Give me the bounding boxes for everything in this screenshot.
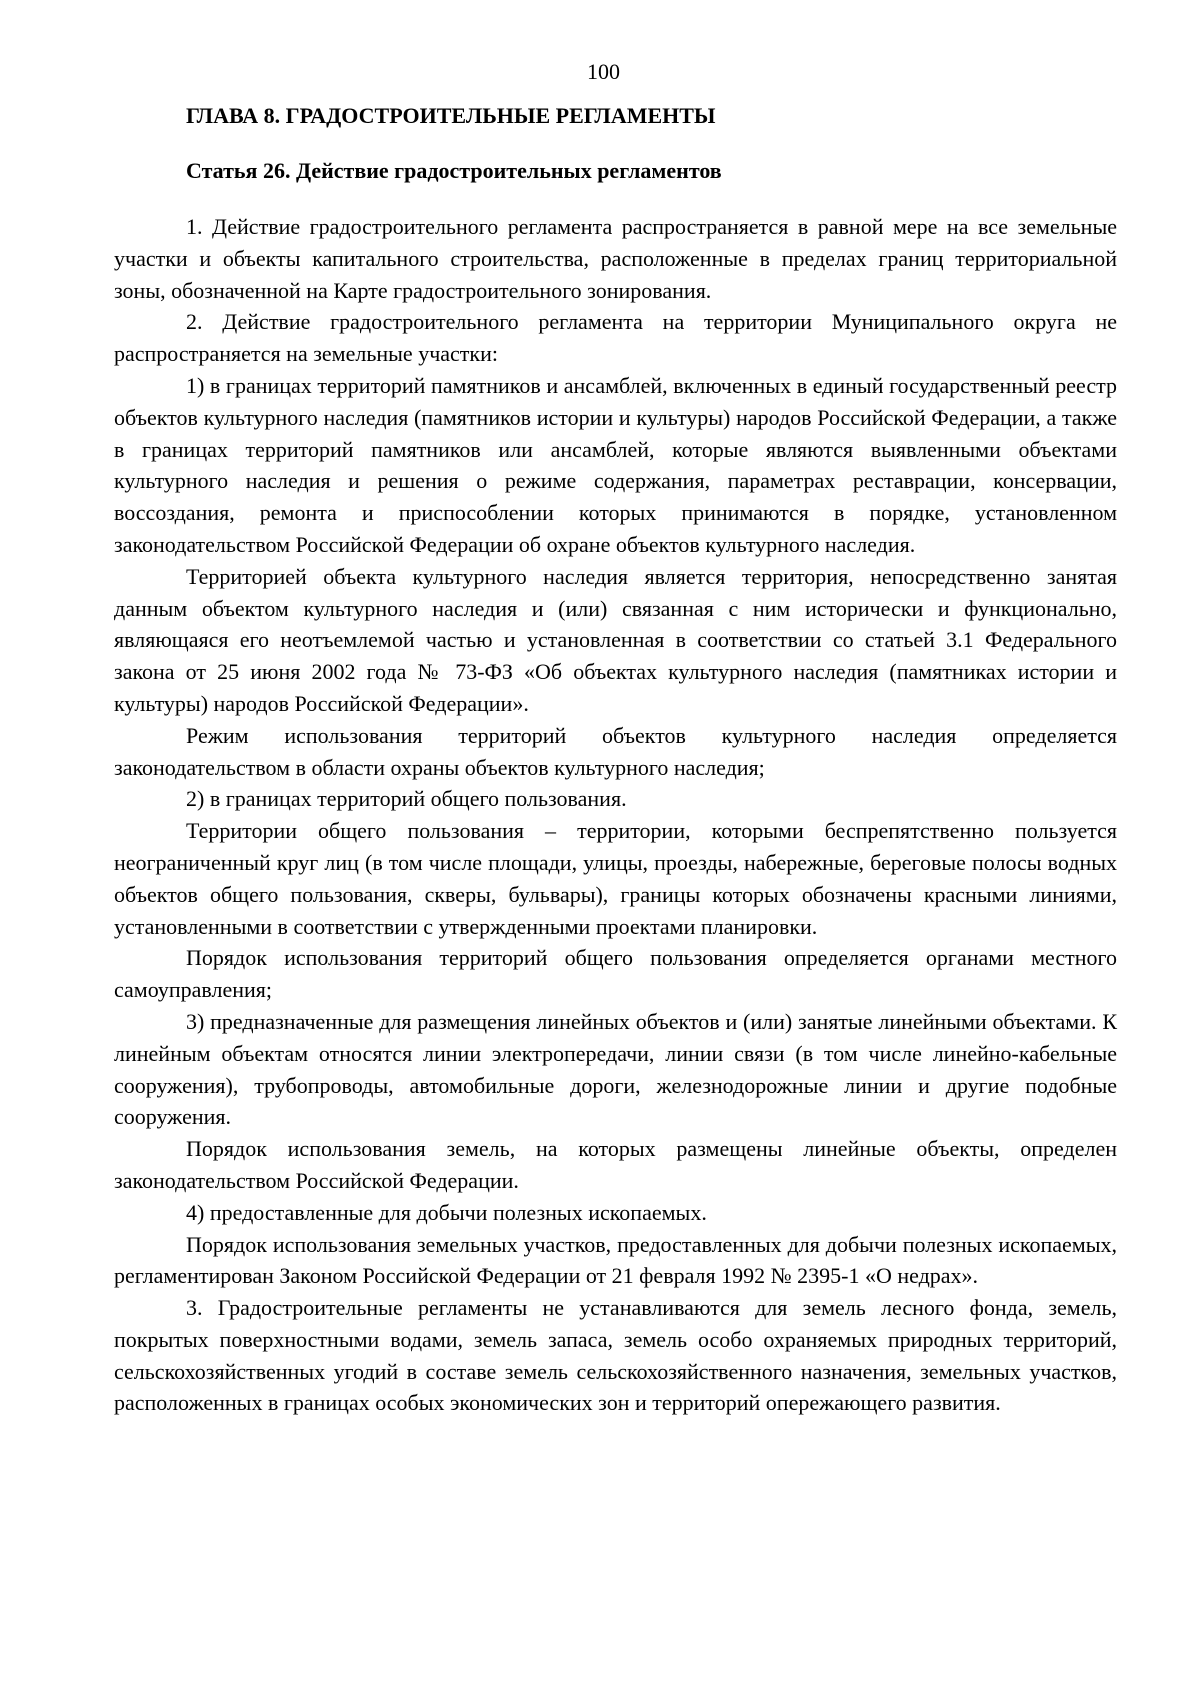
- page-number: 100: [587, 59, 620, 84]
- paragraph: 2) в границах территорий общего пользования.: [186, 786, 627, 812]
- paragraph: 1) в границах территорий памятников и ансамблей, включенных в единый государственный реестр объектов культурного наследия (памятников истории и культуры) народов Российской Федерации, а также в границах территорий памятников или ансамблей, которые являются выявленными объектами культурного наследия и решения о режиме содержания, параметрах реставрации, консервации, воссоздания, ремонта и приспособлении которых принимаются в порядке, установленном законодательством Российской Федерации об охране объектов культурного наследия.: [114, 372, 1117, 557]
- chapter-title: ГЛАВА 8. ГРАДОСТРОИТЕЛЬНЫЕ РЕГЛАМЕНТЫ: [186, 103, 716, 128]
- paragraph: 3) предназначенные для размещения линейных объектов и (или) занятые линейными объектами. К линейным объектам относятся линии электропередачи, линии связи (в том числе линейно-кабельные сооружения), трубопроводы, автомобильные дороги, железнодорожные линии и другие подобные сооружения.: [114, 1008, 1117, 1130]
- paragraph: 1. Действие градостроительного регламента распространяется в равной мере на все земельные участки и объекты капитального строительства, расположенные в пределах границ территориальной зоны, обозначенной на Карте градостроительного зонирования.: [114, 214, 1117, 303]
- paragraph: Территории общего пользования – территории, которыми беспрепятственно пользуется неограниченный круг лиц (в том числе площади, улицы, проезды, набережные, береговые полосы водных объектов общего пользования, скверы, бульвары), границы которых обозначены красными линиями, установленными в соответствии с утвержденными проектами планировки.: [114, 818, 1117, 939]
- article-body: [114, 211, 1117, 1419]
- paragraph: 4) предоставленные для добычи полезных ископаемых.: [186, 1199, 707, 1225]
- article-title: Статья 26. Действие градостроительных регламентов: [186, 158, 722, 183]
- paragraph: Порядок использования земель, на которых размещены линейные объекты, определен законодательством Российской Федерации.: [114, 1136, 1117, 1193]
- paragraph: 3. Градостроительные регламенты не устанавливаются для земель лесного фонда, земель, покрытых поверхностными водами, земель запаса, земель особо охраняемых природных территорий, сельскохозяйственных угодий в составе земель сельскохозяйственного назначения, земельных участков, расположенных в границах особых экономических зон и территорий опережающего развития.: [114, 1295, 1117, 1416]
- paragraph: Территорией объекта культурного наследия является территория, непосредственно занятая данным объектом культурного наследия и (или) связанная с ним исторически и функционально, являющаяся его неотъемлемой частью и установленная в соответствии со статьей 3.1 Федерального закона от 25 июня 2002 года № 73-ФЗ «Об объектах культурного наследия (памятниках истории и культуры) народов Российской Федерации».: [114, 563, 1117, 716]
- paragraph: Порядок использования территорий общего пользования определяется органами местного самоуправления;: [114, 945, 1117, 1003]
- paragraph: 2. Действие градостроительного регламента на территории Муниципального округа не распространяется на земельные участки:: [114, 309, 1117, 367]
- paragraph: Порядок использования земельных участков, предоставленных для добычи полезных ископаемых, регламентирован Законом Российской Федерации от 21 февраля 1992 № 2395-1 «О недрах».: [114, 1231, 1117, 1289]
- paragraph: Режим использования территорий объектов культурного наследия определяется законодательством в области охраны объектов культурного наследия;: [114, 722, 1117, 780]
